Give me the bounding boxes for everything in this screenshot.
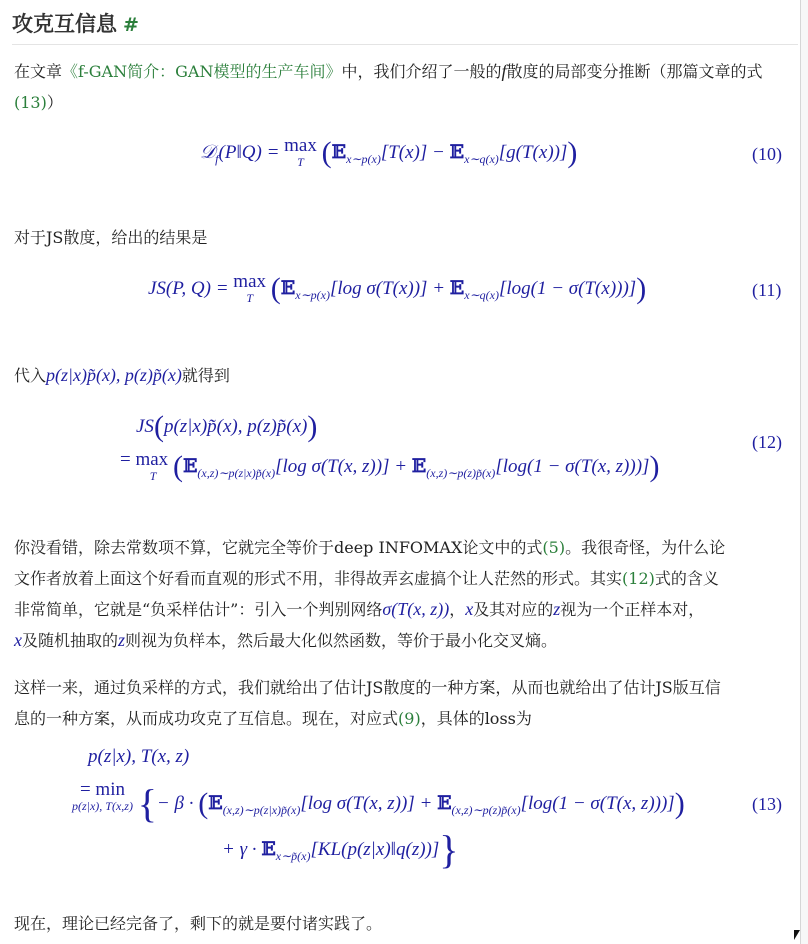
paren-open: ( [321,136,332,169]
text: 中，我们介绍了一般的 [341,62,502,81]
paren-open: ( [153,410,164,443]
equation-12-line-2 [120,450,659,484]
equation-ref-5[interactable]: (5) [542,538,566,557]
equation-number-13: (13) [752,794,782,814]
max-under: T [297,154,304,169]
math-sub: x∼q(x) [464,152,499,166]
equation-13-line-2 [72,780,685,827]
math-term: p(z|x), T(x, z) [88,746,190,767]
text: 则视为负样本，然后最大化似然函数，等价于最小化交叉熵。 [125,631,558,650]
paragraph-3 [14,360,786,391]
math-f: f [501,61,507,81]
math-term: − β · [156,793,194,814]
math-term: [g(T(x))] [498,142,568,163]
line [14,703,786,734]
expectation-symbol: 𝔼 [280,277,296,299]
math-term: [log(1 − σ(T(x)))] [498,278,637,299]
text: 视为一个正样本对， [560,600,705,619]
equation-11 [148,272,646,306]
paragraph-4 [14,532,786,656]
math-term: + γ · [222,839,262,860]
article-link[interactable]: 《f-GAN简介：GAN模型的生产车间》 [62,62,342,81]
heading-divider [12,44,798,45]
equation-13-line-1 [88,746,189,768]
expectation-symbol: 𝔼 [208,792,223,814]
math-sub: f [215,152,219,166]
paren-close: ) [649,450,660,483]
mouse-cursor-icon [794,930,800,940]
paren-open: ( [172,450,183,483]
math-inline: x [14,630,22,650]
paren-open: ( [270,272,281,305]
math-term: [T(x)] − [380,142,450,163]
text: 散度的局部变分推断（那篇文章的式 [506,62,763,81]
math-js: JS [136,416,154,437]
equation-ref-13[interactable]: (13) [14,93,47,112]
paragraph-6: 现在，理论已经完备了，剩下的就是要付诸实践了。 [14,914,383,933]
math-term: [log(1 − σ(T(x, z)))] [520,793,675,814]
math-inline: p(z|x)p̃(x), p(z)p̃(x) [46,365,182,385]
brace-close: } [439,827,459,872]
text: 文作者放着上面这个好看而直观的形式不用，非得故弄玄虚搞个让人茫然的形式。其实 [14,569,623,588]
paragraph-1 [14,56,786,118]
paren-close: ) [674,787,685,820]
expectation-symbol: 𝔼 [261,838,276,860]
expectation-symbol: 𝔼 [411,455,427,477]
paren-open: ( [198,787,209,820]
text: 及随机抽取的 [22,631,119,650]
max-under: T [246,290,253,305]
max-operator [120,450,168,483]
paragraph-5 [14,672,786,734]
max-label: = max [120,449,169,470]
line [14,594,786,625]
paren-close: ) [567,136,578,169]
equation-ref-12[interactable]: (12) [622,569,655,588]
text: 非常简单，它就是“负采样估计”：引入一个判别网络 [14,600,383,619]
expectation-symbol: 𝔼 [449,141,465,163]
math-term: [KL(p(z|x)‖q(z))] [310,839,440,860]
anchor-link[interactable]: # [123,14,139,36]
math-args: (P‖Q) = [218,142,280,163]
math-sub: (x,z)∼p(z)p̃(x) [451,803,521,817]
equation-13-line-3 [222,826,458,873]
equation-number-11: (11) [752,280,782,300]
paren-close: ) [636,272,647,305]
math-term: [log(1 − σ(T(x, z)))] [495,456,650,477]
math-d: 𝒟 [200,142,216,163]
text: 。我很奇怪，为什么论 [565,538,726,557]
text: 就得到 [181,366,230,385]
math-sub: x∼p(x) [346,152,381,166]
line: 这样一来，通过负采样的方式，我们就给出了估计JS散度的一种方案，从而也就给出了估计JS版互信 [14,678,721,697]
math-inline: z [118,630,126,650]
max-under: T [149,468,157,483]
max-label: max [284,135,317,156]
text: 你没看错，除去常数项不算，它就完全等价于deep INFOMAX论文中的式 [14,538,543,557]
section-heading [12,8,139,38]
math-inline: x [465,599,474,619]
page-border [800,0,801,944]
equation-number-12: (12) [752,432,782,452]
equation-number-10: (10) [752,144,782,164]
brace-open: { [137,781,157,826]
equation-10 [200,136,577,170]
text: 式的含义 [654,569,719,588]
expectation-symbol: 𝔼 [331,141,347,163]
text: 在文章 [14,62,63,81]
max-label: max [233,271,267,292]
math-sub: (x,z)∼p(z|x)p̃(x) [222,803,301,817]
math-lhs: JS(P, Q) = [148,278,229,299]
math-inline: z [553,599,561,619]
text: 代入 [14,366,47,385]
line [14,625,786,656]
math-term: [log σ(T(x, z))] + [300,793,438,814]
min-label: = min [79,779,125,800]
section-title: 攻克互信息 [12,12,117,36]
math-inline: σ(T(x, z)) [382,599,450,619]
math-term: [log σ(T(x, z))] + [275,456,412,477]
equation-12-line-1 [136,410,317,444]
min-operator [72,780,133,813]
math-sub: (x,z)∼p(z)p̃(x) [426,466,496,480]
line [14,532,786,563]
expectation-symbol: 𝔼 [437,792,452,814]
max-operator [284,136,317,169]
math-sub: x∼q(x) [464,288,499,302]
expectation-symbol: 𝔼 [449,277,465,299]
math-sub: (x,z)∼p(z|x)p̃(x) [197,466,276,480]
min-under: p(z|x), T(x,z) [72,798,133,813]
text: ， [449,600,466,619]
equation-ref-9[interactable]: (9) [398,709,421,728]
text: ，具体的loss为 [420,709,532,728]
paragraph-2: 对于JS散度，给出的结果是 [14,228,208,247]
max-operator [233,272,266,305]
math-sub: x∼p(x) [295,288,330,302]
text: 息的一种方案，从而成功攻克了互信息。现在，对应式 [14,709,399,728]
text: 及其对应的 [473,600,554,619]
math-args: p(z|x)p̃(x), p(z)p̃(x) [163,416,308,437]
paren-close: ) [307,410,318,443]
line [14,563,786,594]
text: ） [46,93,63,112]
math-term: [log σ(T(x))] + [329,278,450,299]
expectation-symbol: 𝔼 [182,455,198,477]
math-sub: x∼p̃(x) [275,849,311,863]
